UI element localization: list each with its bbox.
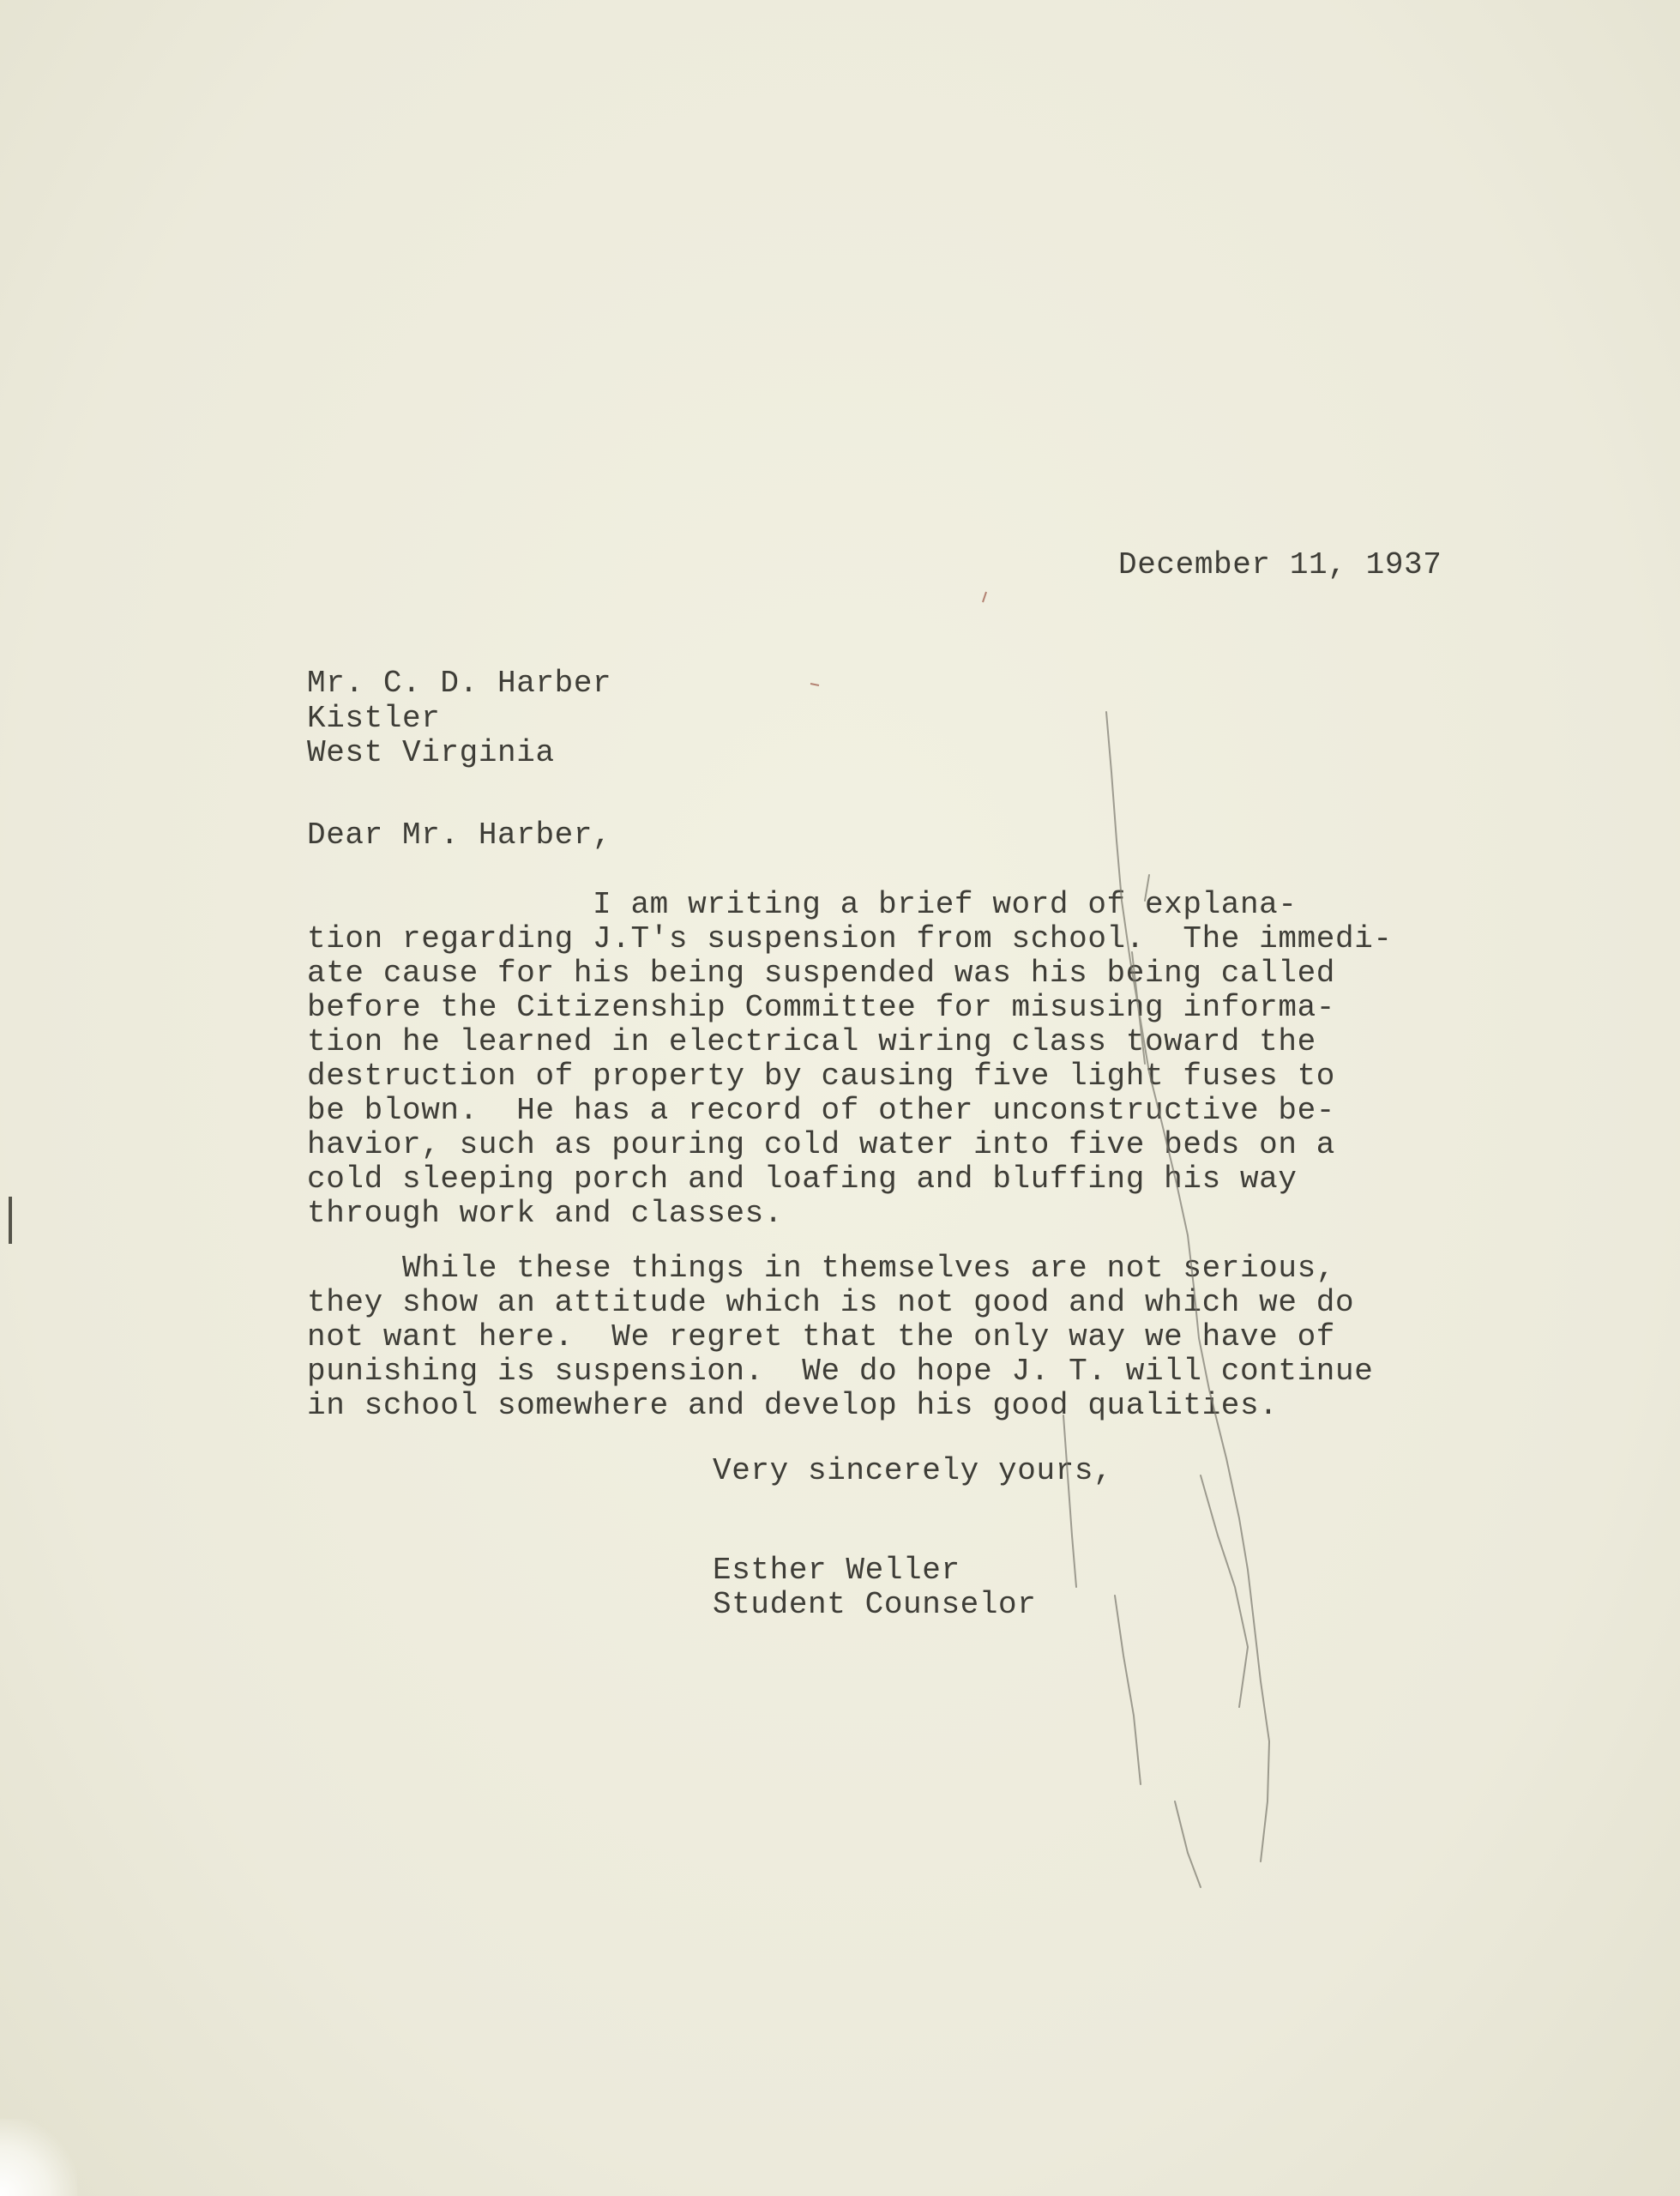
paragraph-1-line: cold sleeping porch and loafing and bluffing his way xyxy=(307,1161,1298,1197)
paragraph-1-line: be blown. He has a record of other unconstructive be- xyxy=(307,1093,1335,1128)
paragraph-1-line: tion he learned in electrical wiring class toward the xyxy=(307,1024,1316,1059)
edge-mark xyxy=(9,1197,12,1244)
signer-title: Student Counselor xyxy=(713,1587,1037,1622)
letter-date: December 11, 1937 xyxy=(1118,547,1442,582)
recipient-line3: West Virginia xyxy=(307,735,555,770)
paragraph-1-line: destruction of property by causing five light fuses to xyxy=(307,1059,1335,1094)
paragraph-1-line: tion regarding J.T's suspension from school. The immedi- xyxy=(307,921,1393,956)
salutation: Dear Mr. Harber, xyxy=(307,817,612,853)
paragraph-2-line: they show an attitude which is not good and which we do xyxy=(307,1285,1355,1320)
paragraph-1-line: ate cause for his being suspended was his being called xyxy=(307,956,1335,991)
paragraph-1-line: I am writing a brief word of explana- xyxy=(307,887,1298,922)
closing: Very sincerely yours, xyxy=(713,1453,1113,1488)
recipient-line2: Kistler xyxy=(307,701,441,736)
paragraph-1-line: before the Citizenship Committee for misusing informa- xyxy=(307,990,1335,1025)
paper-wear xyxy=(0,2119,77,2196)
paragraph-2-line: in school somewhere and develop his good qualities. xyxy=(307,1388,1279,1423)
paragraph-2-line: While these things in themselves are not serious, xyxy=(307,1251,1335,1286)
paragraph-2-line: punishing is suspension. We do hope J. T. will continue xyxy=(307,1354,1374,1389)
paragraph-1-line: through work and classes. xyxy=(307,1196,784,1231)
signer-name: Esther Weller xyxy=(713,1553,960,1588)
paragraph-1-line: havior, such as pouring cold water into five beds on a xyxy=(307,1127,1335,1162)
paragraph-2-line: not want here. We regret that the only way we have of xyxy=(307,1319,1335,1354)
recipient-name: Mr. C. D. Harber xyxy=(307,666,612,701)
